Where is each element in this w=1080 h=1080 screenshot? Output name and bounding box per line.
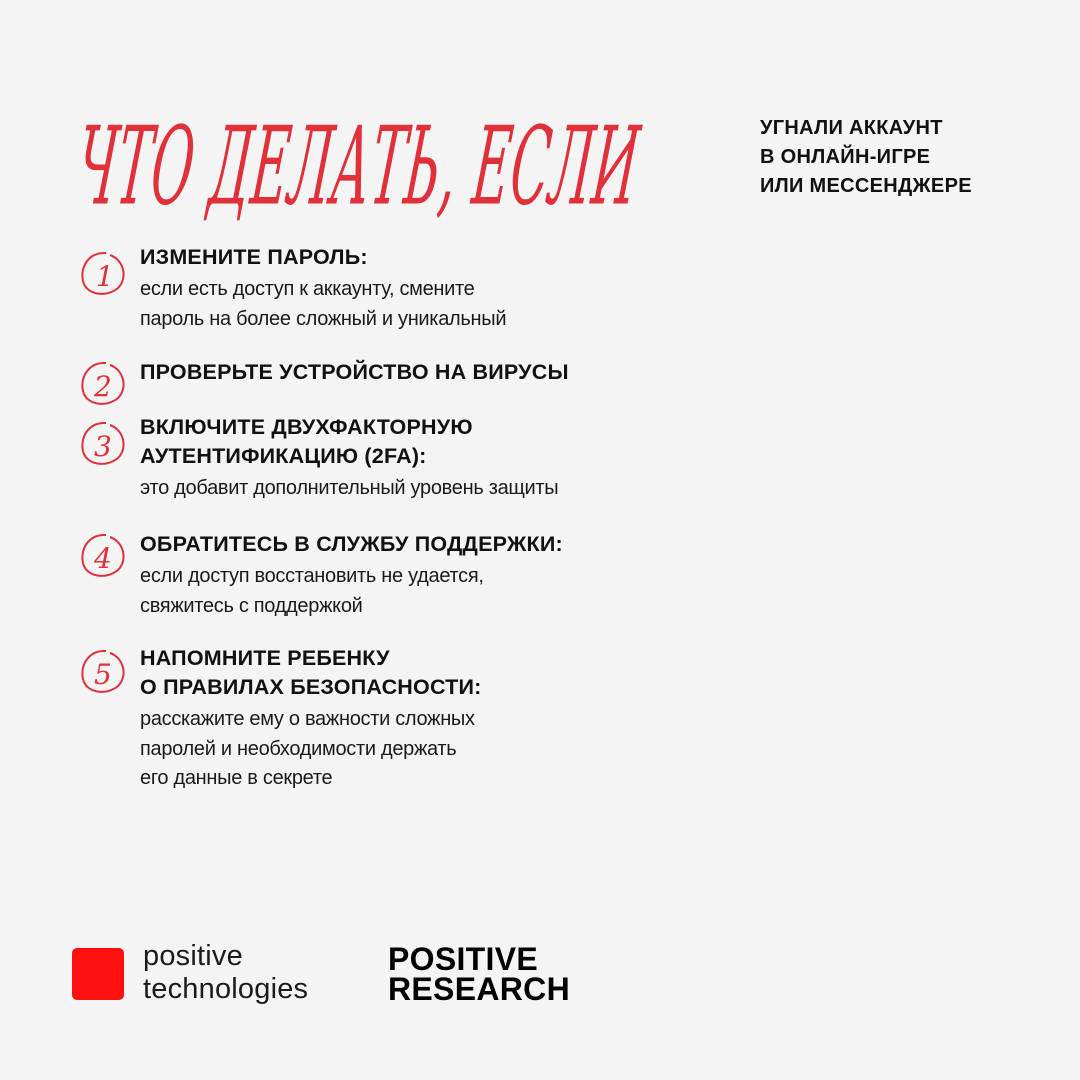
- step-number-1-icon: [76, 248, 130, 302]
- step-body: если доступ восстановить не удается, свяжитесь с поддержкой: [140, 565, 484, 617]
- step-3: [140, 413, 558, 504]
- svg-text:4: 4: [94, 542, 112, 575]
- positive-research-logo: POSITIVE RESEARCH: [388, 941, 570, 1007]
- svg-text:5: 5: [94, 658, 112, 691]
- svg-text:2: 2: [94, 370, 112, 403]
- step-body: это добавит дополнительный уровень защиты: [140, 477, 559, 499]
- step-2: [140, 358, 569, 387]
- step-heading: ИЗМЕНИТЕ ПАРОЛЬ:: [140, 245, 368, 269]
- step-5: [140, 644, 482, 794]
- positive-technologies-logo-text: positive technologies: [143, 940, 309, 1005]
- handwritten-title: ЧТО ДЕЛАТЬ, ЕСЛИ: [71, 103, 646, 229]
- step-number-2-icon: [76, 358, 130, 412]
- step-heading: НАПОМНИТЕ РЕБЕНКУ О ПРАВИЛАХ БЕЗОПАСНОСТИ:: [140, 646, 482, 699]
- step-heading: ПРОВЕРЬТЕ УСТРОЙСТВО НА ВИРУСЫ: [140, 360, 569, 384]
- step-heading: ОБРАТИТЕСЬ В СЛУЖБУ ПОДДЕРЖКИ:: [140, 532, 563, 556]
- topic-line: УГНАЛИ АККАУНТ: [760, 117, 943, 139]
- topic-line: В ОНЛАЙН-ИГРЕ: [760, 146, 931, 168]
- positive-technologies-logo-icon: [72, 948, 124, 1000]
- topic-label: [760, 114, 972, 201]
- svg-text:1: 1: [96, 260, 114, 293]
- step-4: [140, 530, 563, 621]
- step-heading: ВКЛЮЧИТЕ ДВУХФАКТОРНУЮ АУТЕНТИФИКАЦИЮ (2FA):: [140, 415, 473, 468]
- step-number-3-icon: [76, 418, 130, 472]
- step-1: [140, 243, 506, 334]
- svg-text:3: 3: [94, 430, 112, 463]
- step-number-5-icon: [76, 646, 130, 700]
- topic-line: ИЛИ МЕССЕНДЖЕРЕ: [760, 175, 972, 197]
- step-body: если есть доступ к аккаунту, смените пароль на более сложный и уникальный: [140, 278, 507, 330]
- step-body: расскажите ему о важности сложных паролей и необходимости держать его данные в секрете: [140, 708, 475, 789]
- step-number-4-icon: [76, 530, 130, 584]
